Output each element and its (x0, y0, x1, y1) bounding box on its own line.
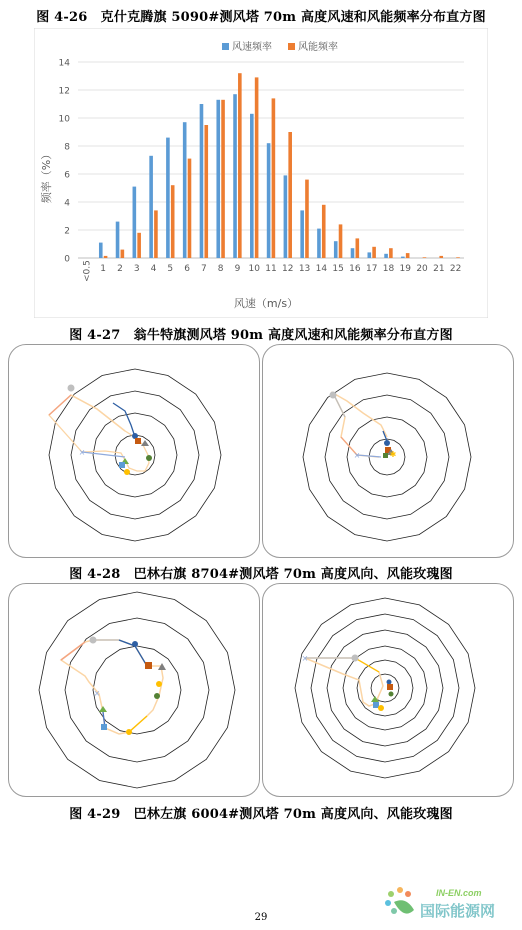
bar-energy-frequency (171, 185, 175, 258)
logo-petal (385, 900, 391, 906)
rose-ring (39, 592, 235, 788)
rose-ring (357, 660, 413, 716)
rose-ring (327, 630, 443, 746)
rose-ring (311, 614, 459, 762)
legend-label-energy: 风能频率 (298, 42, 338, 53)
rose-marker-yellow-1 (156, 681, 162, 687)
x-tick-label: 21 (433, 264, 445, 274)
bar-speed-frequency (284, 175, 288, 258)
rose-chart (263, 345, 513, 557)
x-tick-label: 14 (315, 264, 328, 274)
rose-marker-x: × (353, 451, 361, 460)
rose-line-yellow (355, 658, 379, 672)
y-tick-label: 12 (58, 86, 70, 97)
bar-energy-frequency (423, 257, 427, 258)
legend-label-speed: 风速频率 (232, 42, 272, 53)
bar-speed-frequency (367, 252, 371, 258)
bar-energy-frequency (456, 257, 460, 258)
rose-ring (93, 646, 181, 734)
x-tick-label: 18 (382, 264, 395, 274)
logo-petal (388, 891, 394, 897)
bar-energy-frequency (121, 250, 125, 258)
bar-energy-frequency (389, 248, 393, 258)
x-tick-label: 12 (282, 264, 294, 274)
rose-line-energy (333, 393, 387, 457)
page-number: 29 (254, 912, 268, 923)
rose-marker-grey (330, 392, 337, 399)
x-tick-label: 11 (265, 264, 277, 274)
bar-speed-frequency (351, 248, 355, 258)
figure-caption-4-28: 图 4-28 巴林右旗 8704#测风塔 70m 高度风向、风能玫瑰图 (69, 567, 453, 582)
rose-marker-square-blue (101, 724, 107, 730)
logo-text-top: IN-EN.com (436, 888, 482, 898)
bar-energy-frequency (372, 247, 376, 258)
x-tick-label: 1 (100, 264, 107, 274)
rose-marker-star: ✱ (389, 450, 397, 459)
rose-marker-yellow-2 (126, 729, 132, 735)
bar-speed-frequency (216, 100, 220, 258)
bar-speed-frequency (116, 222, 120, 258)
rose-marker-orange (387, 684, 393, 690)
rose-marker-orange (135, 438, 141, 444)
bar-energy-frequency (154, 210, 158, 258)
x-tick-label: 3 (133, 264, 140, 274)
legend-swatch-speed (222, 43, 229, 50)
bar-energy-frequency (204, 125, 208, 258)
rose-marker-blue (384, 440, 390, 446)
rose-chart (9, 584, 259, 796)
y-tick-label: 2 (64, 226, 70, 237)
y-tick-label: 0 (64, 254, 70, 265)
logo-petal (405, 891, 411, 897)
rose-marker-grey (68, 385, 75, 392)
rose-marker-grey (90, 637, 97, 644)
bar-energy-frequency (255, 77, 259, 258)
rose-panel-4-29-right (262, 583, 514, 797)
rose-line-yellow (129, 716, 147, 732)
x-tick-label: 6 (184, 264, 190, 274)
bar-speed-frequency (267, 143, 271, 258)
bar-energy-frequency (104, 256, 108, 258)
rose-panel-4-28-left (8, 344, 260, 558)
wind-histogram-chart (34, 28, 488, 318)
rose-marker-x: × (78, 448, 86, 457)
y-tick-label: 10 (58, 114, 70, 125)
rose-chart (263, 584, 513, 796)
rose-marker-square-blue (119, 462, 125, 468)
bar-energy-frequency (305, 180, 309, 258)
y-axis-label: 频率（%） (40, 148, 53, 204)
bar-speed-frequency (300, 210, 304, 258)
bar-speed-frequency (149, 156, 153, 258)
figure-caption-4-29: 图 4-29 巴林左旗 6004#测风塔 70m 高度风向、风能玫瑰图 (69, 807, 453, 822)
logo-text-main: 国际能源网 (420, 902, 496, 920)
bar-speed-frequency (250, 114, 254, 258)
rose-chart (9, 345, 259, 557)
rose-ring (295, 598, 475, 778)
bar-speed-frequency (200, 104, 204, 258)
x-tick-label: 15 (332, 264, 344, 274)
rose-ring (49, 369, 221, 541)
bar-energy-frequency (288, 132, 292, 258)
x-tick-label: 20 (416, 264, 428, 274)
bar-speed-frequency (401, 257, 405, 258)
bar-speed-frequency (183, 122, 187, 258)
chart-frame (34, 28, 488, 318)
rose-marker-tri (141, 440, 149, 446)
rose-ring (65, 618, 209, 762)
rose-marker-blue (387, 680, 392, 685)
x-tick-label: 16 (349, 264, 361, 274)
rose-panel-4-29-left (8, 583, 260, 797)
bar-speed-frequency (233, 94, 237, 258)
rose-marker-grey (352, 655, 359, 662)
rose-marker-yellow (124, 469, 130, 475)
figure-caption-4-27: 图 4-27 翁牛特旗测风塔 90m 高度风速和风能频率分布直方图 (69, 328, 453, 343)
bar-energy-frequency (238, 73, 242, 258)
bar-speed-frequency (133, 187, 137, 258)
rose-marker-x: × (93, 689, 101, 698)
bar-energy-frequency (322, 205, 326, 258)
rose-marker-green (146, 455, 152, 461)
x-tick-label: 13 (298, 264, 311, 274)
rose-ring (71, 391, 199, 519)
rose-line-dir (113, 403, 135, 437)
rose-line-peach (61, 642, 85, 660)
rose-marker-green (389, 692, 394, 697)
x-tick-label: 2 (117, 264, 123, 274)
x-tick-label: <0.5 (82, 260, 93, 282)
y-tick-label: 6 (64, 170, 70, 181)
x-tick-label: 22 (449, 264, 462, 274)
figure-caption-4-26: 图 4-26 克什克腾旗 5090#测风塔 70m 高度风速和风能频率分布直方图 (36, 10, 486, 25)
rose-marker-green (154, 693, 160, 699)
rose-marker-blue (132, 641, 138, 647)
bar-energy-frequency (406, 253, 410, 258)
x-tick-label: 19 (399, 264, 411, 274)
bar-energy-frequency (221, 100, 225, 258)
y-tick-label: 14 (58, 58, 70, 69)
x-tick-label: 10 (248, 264, 260, 274)
bar-energy-frequency (339, 224, 343, 258)
x-tick-label: 8 (217, 264, 224, 274)
bar-speed-frequency (99, 243, 103, 258)
y-tick-label: 4 (64, 198, 70, 209)
bar-energy-frequency (272, 98, 276, 258)
x-axis-label: 风速（m/s） (233, 297, 299, 310)
bar-speed-frequency (166, 138, 170, 258)
rose-marker-square-blue (373, 702, 379, 708)
logo-petal (397, 887, 403, 893)
bar-speed-frequency (317, 229, 321, 258)
rose-marker-x: × (301, 654, 309, 663)
rose-marker-tri-green (99, 706, 107, 712)
bar-energy-frequency (137, 233, 141, 258)
bar-energy-frequency (356, 238, 360, 258)
rose-line-a (49, 395, 71, 415)
legend-swatch-energy (288, 43, 295, 50)
x-tick-label: 4 (150, 264, 157, 274)
bar-energy-frequency (188, 159, 192, 258)
bar-speed-frequency (334, 241, 338, 258)
y-tick-label: 8 (64, 142, 70, 153)
x-tick-label: 7 (201, 264, 207, 274)
rose-marker-green (383, 453, 388, 458)
x-tick-label: 9 (234, 264, 241, 274)
bar-energy-frequency (439, 256, 443, 258)
rose-marker-yellow (378, 705, 384, 711)
rose-marker-orange (145, 662, 152, 669)
rose-panel-4-28-right (262, 344, 514, 558)
bar-speed-frequency (384, 254, 388, 258)
x-tick-label: 5 (167, 264, 174, 274)
x-tick-label: 17 (365, 264, 378, 274)
